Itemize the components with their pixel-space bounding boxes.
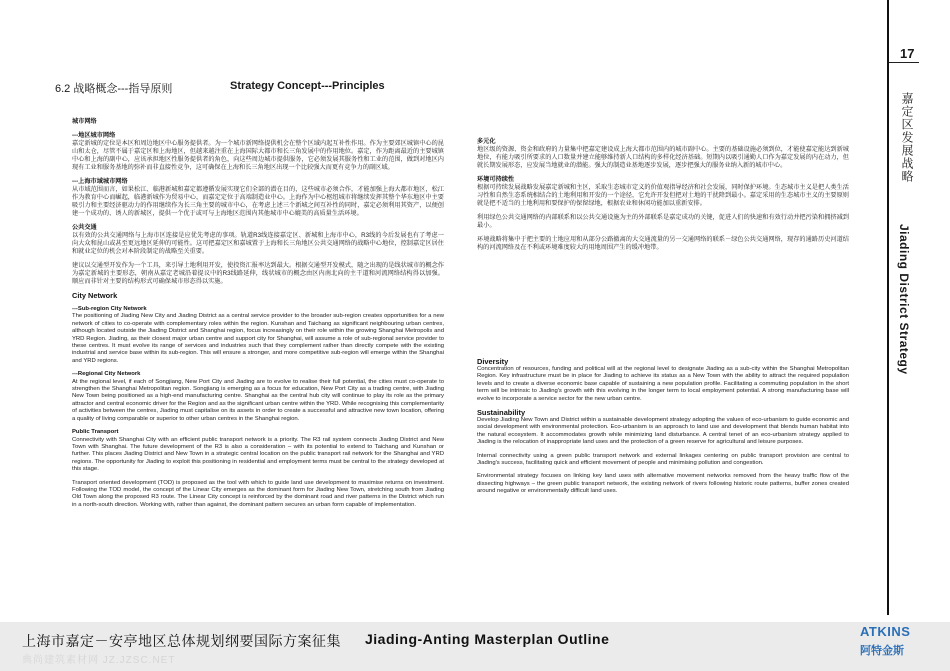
diversity-text-en: Concentration of resources, funding and political will at the regional level to designate Jiading as a sub-city within the Shanghai Metropolitan Region. Key infrastructure must be in place for Jiading to achieve its status as a New Town with the ability to attract the required population levels and to create a diverse economic base capable of sustaining a new population profile. Facilitating a commuting population in the short term will be intrinsic to Jiading's growth with this evolving in the longer term to local employment potential. A strong manufacturing base will evolve to incorporate a service sector for the new urban centre.: [477, 366, 849, 402]
page-number-rule: [889, 62, 919, 63]
sub-region-title-en: ---Sub-region City Network: [72, 306, 147, 312]
connectivity-text-en: Internal connectivity using a green public transport network and external linkages centering on public transport provision are central to Jiading's success, facilitating quick and efficient movement of people and minimising pollution and congestion.: [477, 452, 849, 467]
regional-text-cn: 从市域范围而言，如果松江、临港新城和嘉定都遵循发展实现它们全部的潜在目的，这些城市必须合作，才能加强上海大都市地区，松江作为教育中心而崛起，临港新城作为贸易中心，而嘉定定位于高端制造业中心。上海作为中心枢纽城市将继续发挥其整个华东地区中主要吸引力和主要经济驱动力的作用继续作为长三角主要的城市中心，在考虑上述三个新城之间互补性的同时，嘉定必须利用其资产，以便创建一个成功的、诱人的新城区，提供一个优于或可与上海地区范围内其他城市中心媲美的高质量生活环境。: [72, 186, 444, 217]
transport-text-en: Connectivity with Shanghai City with an efficient public transport network is a priority. The R3 rail system connects Jiading District and New Town with Shanghai. The future development of the R3 is also a consideration – with its potential to extend to Taichang and Kunshan or further. This places Jiading District and New Town in a strategic central location on the public transport rail network for the Shanghai and YRD regions. The opportunity for Jiading to exploit this positioning in residential and employment terms must be central to the strategy developed at this stage.: [72, 436, 444, 473]
right-column-cn: [477, 138, 849, 258]
side-title-cn: 嘉定区发展战略: [900, 92, 914, 183]
side-title-en: Jiading District Strategy: [897, 224, 911, 375]
tod-text-cn: 建议以交通型开发作为一个工具，来引导土地利用开发，使投资汇报率达到最大。根据交通型开发模式，随之出现的是线状城市的概念作为嘉定新城的主要形态，朝南从嘉定老城沿着提议中的R3线路延伸，线状城市的概念由区内南北向的主干道和河流网络结构得以加强。顺应而非针对主要的结构形式可确保城市形态得以实施。: [72, 262, 444, 285]
regional-title-cn: ---上海市域城市网络: [72, 178, 128, 185]
watermark: 典尚建筑素材网 JZ.JZSC.NET: [22, 655, 176, 666]
sustainability-text-en: Develop Jiading New Town and District within a sustainable development strategy adopting the values of eco-urbanism to guide economic and social development with environmental protection. Eco-urbanism is an approach to land use and development that blends human habitat into the natural ecosystem. It accommodates growth while minimizing land disturbance. A central tenet of an eco-urbanism strategy applied to Jiading is the relocation of inappropriate land uses and the protection of a green reserve for agricultural and leisure purposes.: [477, 417, 849, 446]
left-column: [72, 118, 444, 515]
green-network-text-en: Environmental strategy focuses on linking key land uses with alternative movement networks removed from the heavy traffic flow of the dissecting highways – the green public transport network, the existing network of rivers following historic route patterns, buffer zones created around negative or environmentally difficult land uses.: [477, 473, 849, 495]
sustainability-title-en: Sustainability: [477, 408, 526, 418]
sustainability-title-cn: 环境可持续性: [477, 176, 515, 183]
footer-title-en: Jiading-Anting Masterplan Outline: [365, 631, 610, 647]
transport-title-en: Public Transport: [72, 429, 119, 436]
city-network-title-cn: 城市网络: [72, 118, 97, 125]
diversity-text-cn: 地区级的资源、资金和政府的力量集中把嘉定建设成上海大都市范围内的城市副中心。主要的基础设施必须到位，才能使嘉定能达到新城地位，有能力吸引所要求的人口数量并建立能够维持新人口结构的多样化经济基础。短期内以吸引通勤人口作为嘉定发展的内在动力，但就长期发展形态，应发展当地就业的潜能。强大的制造业基地逐步发展，逐步把强大的服务业纳入新的城市中心。: [477, 146, 849, 169]
section-heading-en: Strategy Concept---Principles: [230, 80, 385, 92]
atkins-logo-cn: 阿特金斯: [860, 645, 904, 657]
sustainability-text-cn: 根据可持续发展战略发展嘉定新城和主区，采取生态城市定义的价值观指导经济和社会发展，同时保护环境。生态城市主义是把人类生活习性和自然生态系统相结合的土地利用和开发的一个途径，它允许开发但把对土地的干扰降到最小。嘉定采用的生态城市主义的主要原则就是把不适当的土地利用和要保护的保留绿地，根据农业和休闲功能加以重新安排。: [477, 184, 849, 207]
sub-region-title-cn: ---地区城市网络: [72, 132, 116, 139]
tod-text-en: Transport oriented development (TOD) is proposed as the tool with which to guide land use development to maximise returns on investment. Following the TOD model, the concept of the Linear City emerges as the dominant form for Jiading New Town, stretching south from Jiading Old Town along the proposed R3 route. The Linear City concept is reinforced by the dominant road and river patterns in the District which run in a north-south direction. Working with, rather than against, the dominant pattern secures an urban form capable of implementation.: [72, 479, 444, 508]
section-heading-cn: 6.2 战略概念---指导原则: [55, 83, 173, 95]
sub-region-text-en: The positioning of Jiading New City and Jiading District as a central service provider to the broader sub-region creates opportunities for a new network of cities to co-operate with complementary roles within the region. Kunshan and Taichang as significant neighbouring urban centres, although located outside the Jiading District and Shanghai region, focus increasingly on their role within the growing Shanghai Metropolis and YRD Region. Jiading, as their closest major urban centre and support city for Shanghai, will assume a role of sub-regional service provider to these centres. It must evolve its range of services and industries such that they complement rather than directly compete with the existing industrial and service base within its sub-region. This will ensure a stronger, and more competitive sub-region will emerge within the Shanghai and YRD regions.: [72, 313, 444, 364]
vertical-rule: [887, 0, 889, 615]
connectivity-text-cn: 利用绿色公共交通网络的内部联系和以公共交通设施为主的外部联系是嘉定成功的关键，促进人们的快速和有效行动并把污染和拥挤减到最小。: [477, 214, 849, 229]
diversity-title-cn: 多元化: [477, 138, 496, 145]
regional-text-en: At the regional level, if each of Songjiang, New Port City and Jiading are to evolve to realise their full potential, the cities must co-operate to strengthen the Shanghai Metropolitan region. Songjiang is emerging as a focus for education, New Port City as a trading centre, with Jiading New Town being positioned as a high-end manufacturing centre. Shanghai as the central hub city will continue to play its role as the primary attractor and central economic driver for the Region and as the significant urban centre within the YRD. While recognising this complementarity of activities between the centres, Jiading must capitalise on its assets in order to create a successful and attractive new town location, offering a quality of living comparable or superior to other urban centres in the Shanghai region.: [72, 378, 444, 422]
sub-region-text-cn: 嘉定新城的定位是本区和周边地区中心服务提供者。为一个城市新网络提供机会在整个区域内起互补性作用。作为主要郊区城镇中心的昆山和太仓，尽管不属于嘉定区和上海地区，但越来越注重在上海国际大都市和长三角发展中的作用地位。嘉定，作为距离最近的主要城镇中心和上海的副中心，应该承担地区性服务提供者的角色，向这些周边城市提供服务，它必须发展其服务性和工业的范围，做到对地区内现有工业和服务基地的弥补而非直接性竞争，这可确保在上海和长三角地区出现一个比较强大而更有竞争力的副区域。: [72, 140, 444, 171]
footer-title-cn: 上海市嘉定－安亭地区总体规划纲要国际方案征集: [22, 633, 341, 649]
page-number: 17: [900, 46, 915, 61]
city-network-title-en: City Network: [72, 291, 118, 300]
regional-title-en: ---Regional City Network: [72, 371, 141, 378]
green-network-text-cn: 环境战略将集中于把主要的土地应用和从部分公路撤离的大交通流量的另一交通网络的联系－绿色公共交通网络，现存的通路历史河道结构的河流网络及在不利或环境难度较大的用地周围产生的缓冲地带。: [477, 236, 849, 251]
right-column-en: [477, 356, 849, 502]
atkins-logo: ATKINS: [860, 624, 911, 639]
diversity-title-en: Diversity: [477, 357, 509, 366]
transport-text-cn: 以有效的公共交通网络与上海市区连接是应优先考虑的事项。轨道R3线连接嘉定区、新城和上海市中心，R3线的今后发展也有了考虑一向大众和昆山或甚至更远地区延伸的可能性。这可把嘉定区和嘉城置于上海和长三角地区公共交通网络的战略中心地位，控制嘉定区居住和就业定位的机会对本阶段制定的战略至关重要。: [72, 232, 444, 255]
transport-title-cn: 公共交通: [72, 224, 97, 231]
